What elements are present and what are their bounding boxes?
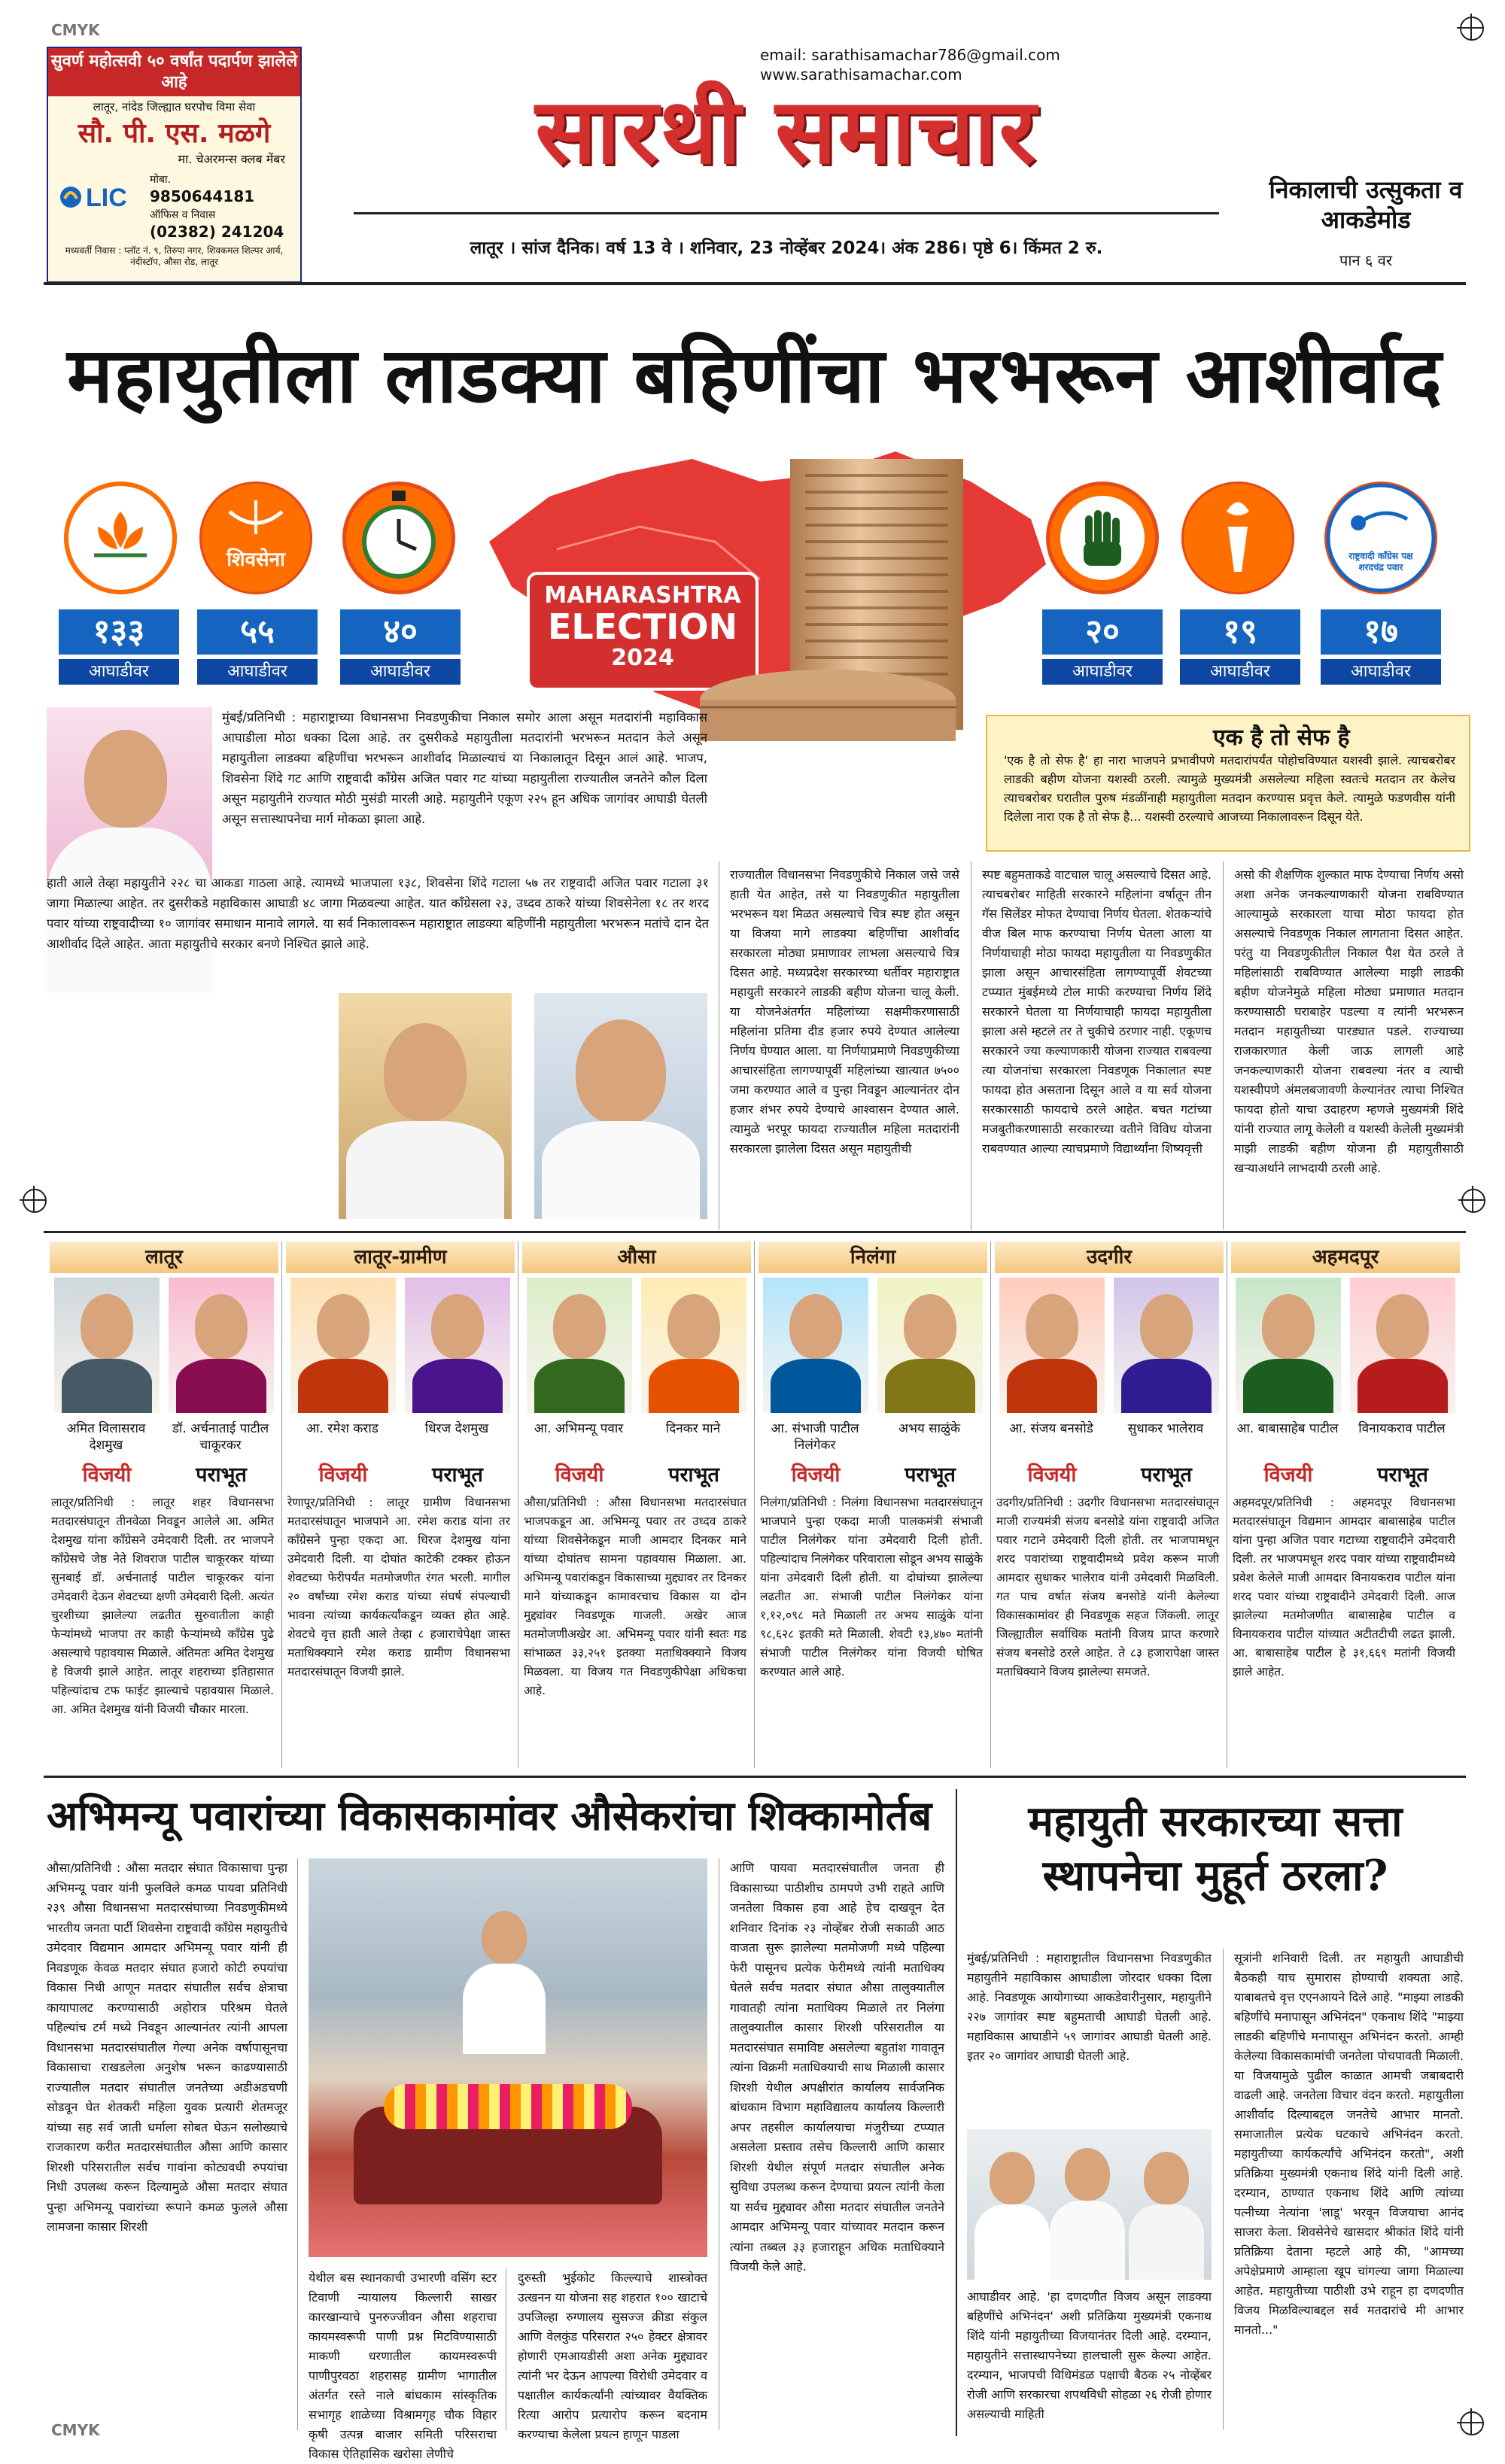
victory-rally-photo — [309, 1858, 707, 2257]
story2-col2: येथील बस स्थानकाची उभारणी वसिंग स्टर टिवाणी न्यायालय किल्लारी साखर कारखान्याचे पुनरुज्जीवन औसा शहराचा कायमस्वरूपी पाणी प्रश्न मिटविण्यासाठी माकणी धरणातील कायमस्वरूपी पाणीपुरवठा शहरासह ग्रामीण भागातील अंतर्गत रस्ते नाले बांधकाम सांस्कृतिक सभागृह शाळेच्या विश्रामगृह चौक विहार कृषी उत्पन्न बाजार समिती परिसराचा विकास ऐतिहासिक खरोसा लेणीचे — [309, 2271, 497, 2461]
column-rule — [1223, 1949, 1224, 2430]
constituency-report: उदगीर/प्रतिनिधी : उदगीर विधानसभा मतदारसंघातून माजी राज्यमंत्री संजय बनसोडे यांना राष्ट्रवादी अजित पवार गटाने उमेदवारी दिली होती. तर भाजपामधून शरद पवारांच्या राष्ट्रवादीमध्ये प्रवेश करून माजी आमदार सुधाकर भालेराव यांनी उमेदवारी मिळविली. गत पाच वर्षात संजय बनसोडे यांनी केलेल्या विकासकामांवर ही निवडणूक सहज जिंकली. लातूर जिल्ह्यातील सर्वाधिक मतांनी विजय प्राप्त करणारे संजय बनसोडे ठरले आहेत. ते ८३ हजारापेक्षा जास्त मताधिक्याने विजय झालेल्या समजते. — [996, 1496, 1219, 1679]
constituency-tab: अहमदपूर — [1231, 1241, 1460, 1273]
registration-mark — [1460, 17, 1484, 41]
story2-headline: अभिमन्यू पवारांच्या विकासकामांवर औसेकरांचा शिक्कामोर्तब — [47, 1791, 932, 1840]
result-winner: विजयी — [791, 1463, 841, 1487]
dateline: लातूर । सांज दैनिक। वर्ष 13 वे । शनिवार, 23 नोव्हेंबर 2024। अंक 286। पृष्ठे 6। किंमत 2 रु. — [470, 239, 1103, 258]
registration-mark — [23, 1189, 47, 1213]
box-body: 'एक है तो सेफ है' हा नारा भाजपने प्रभावीपणे मतदारांपर्यंत पोहोचविण्यात यशस्वी झाले. त्याचबरोबर लाडकी बहीण योजना यशस्वी ठरली. त्यामुळे मुख्यमंत्री असलेल्या महिला स्वतःचे मतदान तर केलेच त्याचबरोबर घरातील पुरुष मंडळींनाही महायुतीला मतदान करण्यास प्रवृत्त केले. त्यामुळे फडणवीस यांनी दिलेला नारा एक है तो सेफ है... यशस्वी ठरल्याचे आजच्या निकालावरून दिसून येते. — [1004, 753, 1455, 824]
ad-address: मध्यवर्ती निवास : प्लॉट नं. ९, तिरुपा नगर, शिवकमल शिल्पर आर्य, नंदीस्टॉप, औसा रोड, लातूर — [65, 245, 284, 267]
cmyk-label-top: CMYK — [51, 21, 100, 39]
story2-col4: आणि पायवा मतदारसंघातील जनता ही विकासाच्या पाठीशीच ठामपणे उभी राहते आणि जनतेला विकास हवा आहे हेच दाखवून देत शनिवार दिनांक २३ नोव्हेंबर रोजी सकाळी आठ वाजता सुरू झालेल्या मतमोजणी मध्ये पहिल्या फेरी पासूनच प्रत्येक फेरीमध्ये त्यांनी मताधिक्य घेतले सर्वच मतदार संघात औसा तालुक्यातील गावातही त्यांना मताधिक्य मिळाले तर निलंगा तालुक्यातील कासार शिरशी परिसरातील या मतदारसंघात समाविष्ट असलेल्या बहुतांश गावातून त्यांना विक्रमी मताधिक्याची साथ मिळाली कासार शिरशी येथील अपक्षीरांत कार्यालय सार्वजनिक बांधकाम विभाग महाविद्यालय कार्यालय किल्लारी अपर तहसील कार्यालयाचा मंजुरीच्या टप्प्यात असलेला प्रस्ताव तसेच किल्लारी आणि कासार शिरशी येथील संपूर्ण मतदार संघातील अनेक सुविधा उपलब्ध करून देण्याचा प्रयत्न त्यांनी केला या सर्वच मुद्द्यावर औसा मतदार संघातील जनतेने आमदार अभिमन्यू पवार यांच्यावर मतदान करून त्यांना तब्बल ३३ हजाराहून अधिक मताधिक्याने विजयी केले आहे. — [730, 1861, 944, 2274]
constituency-tab: लातूर — [50, 1241, 278, 1273]
candidate-photo — [877, 1278, 983, 1413]
main-headline: महायुतीला लाडक्या बहिणींचा भरभरून आशीर्वाद — [67, 330, 1443, 421]
teaser-title: निकालाची उत्सुकता व आकडेमोड — [1269, 175, 1463, 234]
candidate-name: धिरज देशमुख — [424, 1421, 489, 1436]
result-loser: पराभूत — [905, 1463, 956, 1487]
constituency-report: निलंगा/प्रतिनिधी : निलंगा विधानसभा मतदारसंघातून भाजपाने पुन्हा एकदा माजी पालकमंत्री संभाजी पाटील निलंगेकर यांना उमेदवारी दिली होती. पहिल्यांदाच निलंगेकर परिवाराला सोडून अभय साळुंके यांना उमेदवारी दिली होती. या दोघांच्या झालेल्या लढतीत आ. संभाजी पाटील निलंगेकर यांना १,१२,०९८ मते मिळाली तर अभय साळुंके यांना ९८,६२८ इतकी मते मिळाली. शेवटी १३,४७० मतांनी संभाजी पाटील निलंगेकर यांना विजयी घोषित करण्यात आले आहे. — [760, 1496, 983, 1679]
bjp-lead: आघाडीवर — [59, 659, 179, 685]
story2-col1: औसा/प्रतिनिधी : औसा मतदार संघात विकासाचा पुन्हा अभिमन्यू पवार यांनी फुलविले कमळ पायवा प्रतिनिधी २३९ औसा विधानसभा मतदारसंघाच्या निवडणुकीमध्ये भारतीय जनता पार्टी शिवसेना राष्ट्रवादी काँग्रेस महायुतीचे उमेदवार विद्यमान आमदार अभिमन्यू पवार यांनी ही निवडणूक केवळ मतदार संघात हजारो कोटी रुपयांचा विकास निधी आणून मतदार संघातील सर्वच क्षेत्राचा कायापालट करण्यासाठी अहोरात्र परिश्रम घेतले पहिल्यांच टर्म मध्ये निवडून आल्यानंतर त्यांनी आपला विधानसभा मतदारसंघातील गेल्या अनेक वर्षापासूनचा विकासाचा राखडलेला अनुशेष भरून काढण्यासाठी राज्यातील मतदार संघातील जनतेच्या अडीअडचणी सोडवून घेत शेतकरी महिला युवक प्रत्यारी शेतमजूर यांच्या सह सर्व जाती धर्माला सोबत घेऊन सलोख्याचे राजकारण करीत मतदारसंघातील औसा आणि कासार शिरशी परिसरातील सर्वच गावांना कोट्यवधी रुपयांचा निधी उपलब्ध करून दिल्यामुळे औसा मतदार संघात पुन्हा अभिमन्यू पवारांच्या रूपाने कमळ फुलले औसा लामजना कासार शिरशी — [47, 1861, 287, 2234]
result-loser: पराभूत — [668, 1463, 719, 1487]
main-story-p2: हाती आले तेव्हा महायुतीने २२८ चा आकडा गाठला आहे. त्यामध्ये भाजपाला १३८, शिवसेना शिंदे गटाला ५७ तर राष्ट्रवादी अजित पवार गटाला ३१ जागा मिळाल्या आहेत. तर दुसरीकडे महाविकास आघाडी ४८ जागा मिळवल्या आहेत. यात काँग्रेसला २३, उध्दव ठाकरे यांच्या शिवसेनेला १८ तर शरद पवार यांच्या राष्ट्रवादीच्या १० जागांवर समाधान मानावे लागले. या सर्व निकालावरून महाराष्ट्रात लाडक्या बहिणींनी महायुतीला भरभरून मतांचे दान देत आशीर्वाद दिले आहेत. आता महायुतीचे सरकार बनणे निश्चित झाले आहे. — [47, 876, 709, 951]
story2-col3: दुरुस्ती भुईकोट किल्ल्याचे शास्त्रोक्त उत्खनन या योजना सह शहरात १०० खाटाचे उपजिल्हा रुग्णालय सुसज्ज क्रीडा संकुल आणि वेलकुंड परिसरात २५० हेक्टर क्षेत्रावर होणारी एमआयडीसी अशा अनेक मुद्द्यावर त्यांनी भर देऊन आपल्या विरोधी उमेदवार व पक्षातील कार्यकर्त्यांनी त्यांच्यावर वैयक्तिक रित्या आरोप प्रत्यारोप करून बदनाम करण्याचा केलेला प्रयत्न हाणून पाडला — [518, 2271, 707, 2441]
result-winner: विजयी — [1027, 1463, 1077, 1487]
shivsena-ubt-count: १९ — [1180, 609, 1300, 655]
column-rule — [754, 1241, 755, 1768]
story3-col1b: आघाडीवर आहे. 'हा दणदणीत विजय असून लाडक्या बहिणींचे अभिनंदन' अशी प्रतिक्रिया मुख्यमंत्री एकनाथ शिंदे यांनी महायुतीच्या विजयानंतर दिली आहे. दरम्यान, महायुतीने सत्तास्थापनेच्या हालचाली सुरू केल्या आहेत. दरम्यान, भाजपची विधिमंडळ पक्षाची बैठक २५ नोव्हेंबर रोजी आणि सरकारचा शपथविधी सोहळा २६ रोजी होणार असल्याची माहिती — [967, 2289, 1212, 2421]
divider — [44, 1231, 1466, 1233]
result-winner: विजयी — [318, 1463, 368, 1487]
main-story-col3: स्पष्ट बहुमताकडे वाटचाल चालू असल्याचे दिसत आहे. त्याचबरोबर माहिती सरकारने महिलांना वर्षातून तीन गॅस सिलेंडर मोफत देण्याचा निर्णय घेतला. शेतकऱ्यांचे वीज बिल माफ करण्याचा निर्णय घेतला आला या निर्णयाचाही मोठा फायदा महायुतीला या निवडणुकीत झाला असून आचारसंहिता लागण्यापूर्वी शेवटच्या टप्प्यात मुंबईमध्ये टोल माफी करण्याचा निर्णय शिंदे सरकारने घेतला या निर्णयाचाही फायदा महायुतीला झाला असे म्हटले तर ते चुकीचे ठरणार नाही. एकूणच सरकारने ज्या कल्याणकारी योजना राज्यात राबवल्या त्या योजनांचा सरकारला निवडणूक निकालात स्पष्ट फायदा होत असताना दिसून आले व या सर्व योजना सरकारसाठी फायदाचे ठरले आहेत. बचत गटांच्या मजबुतीकरणासाठी सरकारच्या वतीने विविध योजना राबवण्यात आल्या त्याचप्रमाणे विद्यार्थ्यांना शिष्यवृत्ती — [982, 867, 1212, 1156]
candidate-photo — [290, 1278, 396, 1413]
candidate-name: डॉ. अर्चनाताई पाटील चाकूरकर — [172, 1421, 269, 1453]
tutari-icon — [1324, 482, 1437, 594]
candidate-name: दिनकर माने — [665, 1421, 721, 1436]
constituency-report: रेणापूर/प्रतिनिधी : लातूर ग्रामीण विधानसभा मतदारसंघातून भाजपाने आ. रमेश कराड यांना तर काँग्रेसने पुन्हा एकदा आ. धिरज देशमुख यांना उमेदवारी दिली. या दोघांत काटेकी टक्कर होऊन शेवटच्या फेरीपर्यंत मतमोजणीत रंगत भरली. मागील २० वर्षांच्या रमेश कराड यांच्या संघर्ष संपल्याची भावना त्यांच्या कार्यकर्त्यांकडून व्यक्त होत आहे. शेवटचे वृत्त हाती आले तेव्हा ८ हजाराचेपेक्षा जास्त मताधिक्क्याने रमेश कराड ग्रामीण विधानसभा मतदारसंघातून विजयी झाले. — [287, 1496, 510, 1679]
constituency-tab: निलंगा — [759, 1241, 987, 1273]
leaders-photo — [967, 2129, 1212, 2280]
congress-lead: आघाडीवर — [1042, 659, 1163, 685]
candidate-photo — [405, 1278, 510, 1413]
result-loser: पराभूत — [432, 1463, 483, 1487]
shinde-photo — [339, 993, 512, 1219]
ncp-sp-count: १७ — [1321, 609, 1441, 655]
column-rule — [990, 1241, 991, 1768]
registration-mark — [1460, 2411, 1484, 2435]
lic-text: LIC — [86, 184, 127, 212]
story3-col2: सूत्रांनी शनिवारी दिली. तर महायुती आघाडीची बैठकही याच सुमारास होण्याची शक्यता आहे. याबाबतचे वृत्त एएनआयने दिले आहे. "माझ्या लाडकी बहिणींचे मनापासून अभिनंदन" एकनाथ शिंदे "माझ्या लाडकी बहिणींचे मनापासून अभिनंदन करतो. आम्ही केलेल्या विकासकामांची जनतेला पोचपावती मिळाली. या विजयामुळे पुढील काळात आमची जबाबदारी वाढली आहे. जनतेला विचार वंदन करतो. महायुतीला आशीर्वाद दिल्याबद्दल जनतेचे आभार मानतो. समाजातील प्रत्येक घटकाचे अभिनंदन करतो. महायुतीच्या कार्यकर्त्यांचे अभिनंदन करतो", अशी प्रतिक्रिया मुख्यमंत्री एकनाथ शिंदे यांनी दिली आहे. दरम्यान, ठाण्यात एकनाथ शिंदे आणि त्यांच्या पत्नीच्या नेत्यांना 'लाडू' भरवून विजयाचा आनंद साजरा केला. शिवसेनेचे खासदार श्रीकांत शिंदे यांनी प्रतिक्रिया देताना म्हटले आहे की, "आमच्या अपेक्षेप्रमाणे आम्हाला खूप चांगल्या जागा मिळाल्या आहेत. महायुतीच्या पाठीशी उभे राहून हा दणदणीत विजय मिळविल्याबद्दल सर्व मतदारांचे मी आभार मानतो..." — [1234, 1951, 1464, 2337]
insurance-advertisement — [47, 47, 302, 283]
candidate-photo — [1114, 1278, 1219, 1413]
divider — [44, 282, 1466, 285]
candidate-photo — [527, 1278, 632, 1413]
ncp-sp-label: राष्ट्रवादी काँग्रेस पक्ष शरदचंद्र पवार — [1348, 551, 1413, 573]
teaser-page: पान ६ वर — [1339, 251, 1393, 269]
result-winner: विजयी — [82, 1463, 132, 1487]
ad-office-label: ऑफिस व निवास — [150, 209, 216, 221]
ad-role: मा. चेअरमन्स क्लब मेंबर — [178, 152, 285, 166]
contact-email: email: sarathisamachar786@gmail.com — [760, 46, 1060, 64]
candidate-name: आ. बाबासाहेब पाटील — [1236, 1421, 1339, 1436]
congress-hand-icon — [1046, 482, 1159, 594]
ncp-sp-lead: आघाडीवर — [1321, 659, 1441, 685]
result-winner: विजयी — [555, 1463, 604, 1487]
candidate-name: अभय साळुंके — [898, 1421, 961, 1436]
candidate-photo — [1236, 1278, 1341, 1413]
column-rule — [1223, 861, 1224, 1230]
badge-line1: MAHARASHTRA — [544, 582, 741, 609]
column-rule — [281, 1241, 282, 1768]
candidate-photo — [999, 1278, 1105, 1413]
shivsena-label: शिवसेना — [227, 548, 285, 571]
candidate-name: आ. अभिमन्यू पवार — [534, 1421, 624, 1436]
constituency-tab: औसा — [522, 1241, 751, 1273]
candidate-photo — [169, 1278, 274, 1413]
ad-phone-label: मोबा. — [150, 174, 172, 186]
main-story-p1: मुंबई/प्रतिनिधी : महाराष्ट्राच्या विधानसभा निवडणुकीचा निकाल समोर आला असून मतदारांनी महाविकास आघाडीला मोठा धक्का दिला आहे. तर दुसरीकडे महायुतीला मतदारांनी भरभरून मतदान केले असून महायुतीला लाडक्या बहिणींचा भरभरून आशीर्वाद मिळाल्याचं या निकालातून दिसून आलं आहे. भाजप, शिवसेना शिंदे गट आणि राष्ट्रवादी काँग्रेस अजित पवार गट यांच्या महायुतीला राज्यातील जनतेने कौल दिला असून महायुतीने राज्यात मोठी मुसंडी मारली आहे. महायुतीने एकूण २२५ हून अधिक जागांवर आघाडी घेतली असून सत्तास्थापनेचा मार्ग मोकळा झाला आहे. — [222, 710, 707, 826]
divider — [44, 1776, 1466, 1778]
cmyk-label-bottom: CMYK — [51, 2421, 100, 2439]
candidate-name: आ. संभाजी पाटील निलंगेकर — [771, 1421, 859, 1453]
ad-subtitle: लातूर, नांदेड जिल्ह्यात घरपोच विमा सेवा — [93, 100, 256, 114]
candidate-photo — [641, 1278, 746, 1413]
main-story-col4: असो की शैक्षणिक शुल्कात माफ देण्याचा निर्णय असो अशा अनेक जनकल्याणकारी योजना राबविण्यात आल्यामुळे सरकारला याचा मोठा फायदा होत असल्याचे निवडणूक निकाल लागताना दिसत आहेत. परंतु या निवडणुकीतील निकाल पैश येत ठरले ते महिलांसाठी राबविण्यात आलेल्या माझी लाडकी बहीण योजनेमुळे महिला मोठ्या प्रमाणात मतदान करण्यासाठी घराबाहेर पडल्या व त्यांनी भरभरून मतदान महायुतीच्या पारड्यात पडले. राज्याच्या राजकारणात केली जाऊ लागली आहे जनकल्याणकारी योजना राबवल्या नंतर व त्याची यशस्वीपणे अंमलबजावणी केल्यानंतर त्याचा निश्चित फायदा होतो याचा उदाहरण म्हणजे मुख्यमंत्री शिंदे यांनी राज्यात लागू केलेली व यशस्वी केलेली मुख्यमंत्री माझी लाडकी बहीण योजना ही महायुतीसाठी खऱ्याअर्थाने लाभदायी ठरली आहे. — [1234, 867, 1464, 1175]
ad-phone2: (02382) 241204 — [150, 223, 284, 241]
ad-banner: सुवर्ण महोत्सवी ५० वर्षांत पदार्पण झालेले आहे — [48, 48, 300, 96]
shivsena-bow-icon — [199, 482, 312, 594]
constituency-tab: लातूर-ग्रामीण — [286, 1241, 515, 1273]
candidate-name: अमित विलासराव देशमुख — [66, 1421, 146, 1453]
result-winner: विजयी — [1263, 1463, 1313, 1487]
story3-col1: मुंबई/प्रतिनिधी : महाराष्ट्रातील विधानसभा निवडणुकीत महायुतीने महाविकास आघाडीला जोरदार धक्का दिला आहे. निवडणूक आयोगाच्या आकडेवारीनुसार, महायुतीने २२७ जागांवर स्पष्ट बहुमताची आघाडी घेतली आहे. महाविकास आघाडीने ५९ जागांवर आघाडी घेतली आहे. इतर २० जागांवर आघाडी घेतली आहे. — [967, 1951, 1212, 2063]
candidate-photo — [54, 1278, 160, 1413]
assembly-dome — [677, 655, 978, 745]
ajit-pawar-photo — [534, 993, 707, 1219]
torch-icon — [1181, 482, 1294, 594]
ek-hai-box — [986, 715, 1470, 852]
candidate-name: आ. संजय बनसोडे — [1009, 1421, 1093, 1436]
candidate-photo — [1350, 1278, 1455, 1413]
bjp-lotus-icon — [64, 482, 177, 594]
story3-headline: महायुती सरकारच्या सत्ता स्थापनेचा मुहूर्त ठरला? — [1028, 1797, 1403, 1900]
lic-logo-icon — [57, 176, 140, 221]
candidate-photo — [763, 1278, 868, 1413]
result-loser: पराभूत — [1141, 1463, 1192, 1487]
ncp-count: ४० — [340, 609, 461, 655]
shivsena-count: ५५ — [197, 609, 318, 655]
constituency-tab: उदगीर — [995, 1241, 1224, 1273]
ncp-lead: आघाडीवर — [340, 659, 461, 685]
masthead-rule — [354, 212, 1219, 214]
ncp-clock-icon — [342, 482, 455, 594]
result-loser: पराभूत — [1377, 1463, 1428, 1487]
constituency-report: औसा/प्रतिनिधी : औसा विधानसभा मतदारसंघात भाजपकडून आ. अभिमन्यू पवार तर उध्दव ठाकरे यांच्या शिवसेनेकडून माजी आमदार दिनकर माने यांच्या दोघांतच सामना पहावयास मिळाला. आ. अभिमन्यू पवारांकडून विकासाच्या मुद्द्यावर तर दिनकर माने यांच्याकडून कामावरचाच विकास या दोन मुद्द्यांवर निवडणूक गाजली. अखेर आज मतमोजणीअखेर आ. अभिमन्यू पवार यांनी स्वतः गड सांभाळत ३३,२५१ इतक्या मताधिक्क्याने विजय मिळवला. या विजय गत निवडणुकीपेक्षा अधिकचा आहे. — [524, 1496, 746, 1697]
constituency-report: अहमदपूर/प्रतिनिधी : अहमदपूर विधानसभा मतदारसंघातून विद्यमान आमदार बाबासाहेब पाटील यांना पुन्हा अजित पवार गटाच्या राष्ट्रवादीने उमेदवारी दिली. तर भाजपमधून शरद पवार यांच्या राष्ट्रवादीमध्ये प्रवेश केलेले माजी आमदार विनायकराव पाटील यांना शरद पवार यांच्या राष्ट्रवादीने उमेदवारी दिली. आज झालेल्या मतमोजणीत बाबासाहेब पाटील व विनायकराव पाटील यांच्यात अटीतटीची लढत झाली. आ. बाबासाहेब पाटील हे ३१,६६९ मतांनी विजयी झाले आहेत. — [1233, 1496, 1455, 1679]
column-rule — [297, 1858, 298, 2430]
candidate-name: विनायकराव पाटील — [1358, 1421, 1446, 1436]
registration-mark — [1461, 1189, 1485, 1213]
badge-line3: 2024 — [611, 645, 674, 671]
badge-line2: ELECTION — [547, 606, 737, 647]
shivsena-ubt-lead: आघाडीवर — [1180, 659, 1300, 685]
constituency-report: लातूर/प्रतिनिधी : लातूर शहर विधानसभा मतदारसंघातून तीनवेळा निवडून आलेले आ. अमित देशमुख यांना काँग्रेसने उमेदवारी दिली. तर भाजपने काँग्रेसचे जेष्ठ नेते शिवराज पाटील चाकूरकर यांच्या सुनबाई डॉ. अर्चनाताई पाटील चाकूरकर यांना उमेदवारी देऊन शेवटच्या क्षणी उमेदवारी दिली. अत्यंत चुरशीच्या झालेल्या लढतीत सुरुवातीला काही फेऱ्यांमध्ये भाजपा तर काही फेऱ्यांमध्ये काँग्रेस पुढे असल्याचे पहावयास मिळाले. अंतिमतः अमित देशमुख हे विजयी झाले आहेत. लातूर शहराच्या इतिहासात पहिल्यांदाच टफ फाईट झाल्याचे पहावयास मिळाले. आ. अमित देशमुख यांनी विजयी चौकार मारला. — [51, 1496, 274, 1716]
candidate-name: आ. रमेश कराड — [306, 1421, 379, 1436]
bjp-count: १३३ — [59, 609, 179, 655]
candidate-name: सुधाकर भालेराव — [1127, 1421, 1204, 1436]
main-story-col2: राज्यातील विधानसभा निवडणुकीचे निकाल जसे जसे हाती येत आहेत, तसे या निवडणुकीत महायुतीला भरभरून यश मिळत असल्याचे चित्र स्पष्ट होत असून या विजया मागे लाडक्या बहिणींचा आशीर्वाद सरकारला मोठ्या प्रमाणावर लाभला असल्याचे चित्र दिसत आहे. मध्यप्रदेश सरकारच्या धर्तीवर महाराष्ट्रात महायुती सरकारने लाडकी बहीण योजना चालू केली. या योजनेअंतर्गत महिलांच्या सक्षमीकरणासाठी महिलांना प्रतिमा दीड हजार रुपये देण्यात आलेल्या निर्णय घेण्यात आला. या निर्णयाप्रमाणे निवडणुकीच्या आचारसंहिता लागण्यापूर्वी महिलांच्या खात्यात ७५०० जमा करण्यात आले व पुन्हा निवडून आल्यानंतर दोन हजार शंभर रुपये देण्याचे आश्वासन देण्यात आले. त्यामुळे भरपूर फायदा राज्यातील महिला मतदारांनी सरकारला झालेला दिसत असून महायुतीची — [730, 867, 959, 1156]
shivsena-lead: आघाडीवर — [197, 659, 318, 685]
box-title: एक है तो सेफ है — [1213, 725, 1350, 751]
result-loser: पराभूत — [196, 1463, 247, 1487]
ad-phone1: 9850644181 — [150, 187, 255, 205]
masthead-title: सारथी समाचार — [535, 78, 1038, 184]
congress-count: २० — [1042, 609, 1163, 655]
ad-name: सौ. पी. एस. मळगे — [78, 118, 271, 149]
column-rule — [956, 1789, 957, 2436]
contact-website: www.sarathisamachar.com — [760, 65, 962, 84]
